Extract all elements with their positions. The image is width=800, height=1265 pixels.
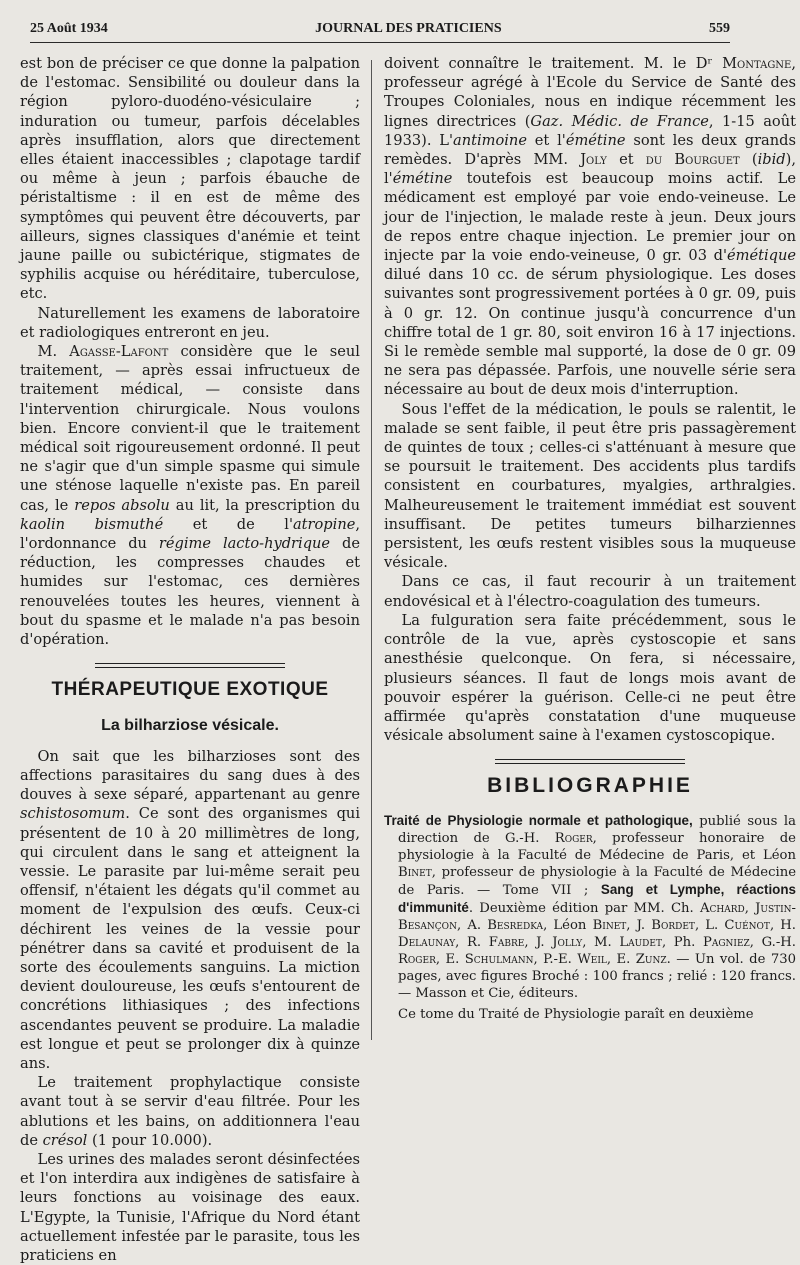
section-separator [95, 663, 285, 668]
paragraph-traitement-emetine: doivent connaître le traitement. M. le Dʳ Montagne, professeur agrégé à l'Ecole du Service de Santé des Troupes Coloniales, nous en indique récemment les lignes directrices (Gaz. Médic. de France, 1-15 août 1933). L'antimoine et l'émétine sont les deux grands remèdes. D'après MM. Joly et du Bourguet (ibid), l'émétine toutefois est beaucoup moins actif. Le médicament est employé par voie endo-veineuse. Le jour de l'injection, le malade reste à jeun. Deux jours de repos entre chaque injection. Le premier jour on injecte par la voie endo-veineuse, 0 gr. 03 d'émétique dilué dans 10 cc. de sérum physiologique. Les doses suivantes sont progressivement portées à 0 gr. 09, puis à 0 gr. 12. On continue jusqu'à concurrence d'un chiffre total de 1 gr. 80, soit environ 16 à 17 injections. Si le remède semble mal supporté, la dose de 0 gr. 09 ne sera pas dépassée. Parfois, une nouvelle série sera nécessaire au bout de deux mois d'interruption. [384, 55, 796, 399]
header-page-number: 559 [709, 21, 730, 36]
author-name: Agasse-Lafont [69, 343, 169, 361]
paragraph-traitement: M. Agasse-Lafont considère que le seul traitement, — après essai infructueux de traitement médical, — consiste dans l'intervention chirurgicale. Nous voulons bien. Encore convient-il que le traitement médical soit rigoureusement ordonné. Il peut ne s'agir que d'un simple spasme qui simule une sténose laquelle n'existe pas. En pareil cas, le repos absolu au lit, la prescription du kaolin bismuthé et de l'atropine, l'ordonnance du régime lacto-hydrique de réduction, les compresses chaudes et humides sur l'estomac, ces dernières renouvelées toutes les heures, viennent à bout du spasme et le malade n'a pas besoin d'opération. [20, 343, 360, 649]
paragraph-urines: Les urines des malades seront désinfectées et l'on interdira aux indigènes de satisfaire à leurs fonctions au voisinage des eaux. L'Egypte, la Tunisie, l'Afrique du Nord étant actuellement infestée par le parasite, tous les praticiens en [20, 1150, 360, 1264]
left-column [20, 54, 360, 1265]
paragraph-bilharziose: On sait que les bilharzioses sont des affections parasitaires du sang dues à des douves à sexe séparé, appartenant au genre schistosomum. Ce sont des organismes qui présentent de 10 à 20 millimètres de long, qui circulent dans le sang et atteignent la vessie. Le parasite par lui-même serait peu offensif, n'étaient les dégats qu'il commet au moment de l'expulsion des œufs. Ceux-ci déchirent les veines de la vessie pour pénétrer dans sa cavité et produisent de la sorte des écoulements sanguins. La miction devient douloureuse, les œufs s'entourent de concrétions lithiasiques ; des infections ascendantes peuvent se produire. La maladie est longue et peut se prolonger dix à quinze ans. [20, 747, 360, 1072]
bibliography-entry [384, 812, 796, 1023]
bibliography-text: Traité de Physiologie normale et pathologique, publié sous la direction de G.-H. Roger, professeur honoraire de physiologie à la Faculté de Médecine de Paris, et Léon Binet, professeur de physiologie à la Faculté de Médecine de Paris. — Tome VII ; Sang et Lymphe, réactions d'immunité. Deuxième édition par MM. Ch. Achard, Justin-Besançon, A. Besredka, Léon Binet, J. Bordet, L. Cuénot, H. Delaunay, R. Fabre, J. Jolly, M. Laudet, Ph. Pagniez, G.-H. Roger, E. Schulmann, P.-E. Weil, E. Zunz. — Un vol. de 730 pages, avec figures Broché : 100 francs ; relié : 120 francs. — Masson et Cie, éditeurs. [384, 812, 797, 1001]
paragraph-prophylaxie: Le traitement prophylactique consiste avant tout à se servir d'eau filtrée. Pour les ablutions et les bains, on additionnera l'eau de crésol (1 pour 10.000). [20, 1074, 360, 1149]
paragraph-effets: Sous l'effet de la médication, le pouls se ralentit, le malade se sent faible, il peut être pris passagèrement de quintes de toux ; celles-ci s'atténuant à mesure que se poursuit le traitement. Des accidents plus tardifs consistent en courbatures, myalgies, arthralgies. Malheureusement le traitement immédiat est souvent insuffisant. De petites tumeurs bilharziennes persistent, les œufs restent visibles sous la muqueuse vésicale. [384, 400, 796, 572]
section-title: THÉRAPEUTIQUE EXOTIQUE [51, 679, 329, 701]
running-header [30, 16, 730, 43]
book-title: Traité de Physiologie normale et pathologique, [384, 812, 693, 828]
header-date: 25 Août 1934 [30, 21, 108, 36]
paragraph-palpation: est bon de préciser ce que donne la palpation de l'estomac. Sensibilité ou douleur dans la région pyloro-duodéno-vésiculaire ; induration ou tumeur, parfois décelables après insufflation, alors que directement elles étaient inaccessibles ; clapotage tardif ou même à jeun ; parfois ébauche de péristaltisme : il en est de même des symptômes qui peuvent être découverts, par ailleurs, signes classiques d'anémie et teint jaune paille ou subictérique, stigmates de syphilis acquise ou héréditaire, tuberculose, etc. [20, 55, 360, 303]
bibliography-continuation: Ce tome du Traité de Physiologie paraît en deuxième [398, 1006, 754, 1022]
header-journal-title: JOURNAL DES PRATICIENS [315, 21, 502, 36]
subsection-title: La bilharziose vésicale. [101, 716, 279, 734]
column-divider [371, 60, 372, 1040]
bibliography-title: BIBLIOGRAPHIE [487, 774, 693, 798]
section-separator [495, 759, 685, 764]
paragraph-endovesical: Dans ce cas, il faut recourir à un traitement endovésical et à l'électro-coagulation des tumeurs. [384, 573, 796, 610]
paragraph-examens: Naturellement les examens de laboratoire et radiologiques entreront en jeu. [20, 304, 360, 341]
right-column [384, 54, 796, 1023]
paragraph-fulguration: La fulguration sera faite précédemment, sous le contrôle de la vue, après cystoscopie et sans anesthésie quelconque. On fera, si nécessaire, plusieurs séances. Il faut de longs mois avant de pouvoir espérer la guérison. Celle-ci ne peut être affirmée qu'après constatation d'une muqueuse vésicale absolument saine à l'examen cystoscopique. [384, 611, 796, 745]
